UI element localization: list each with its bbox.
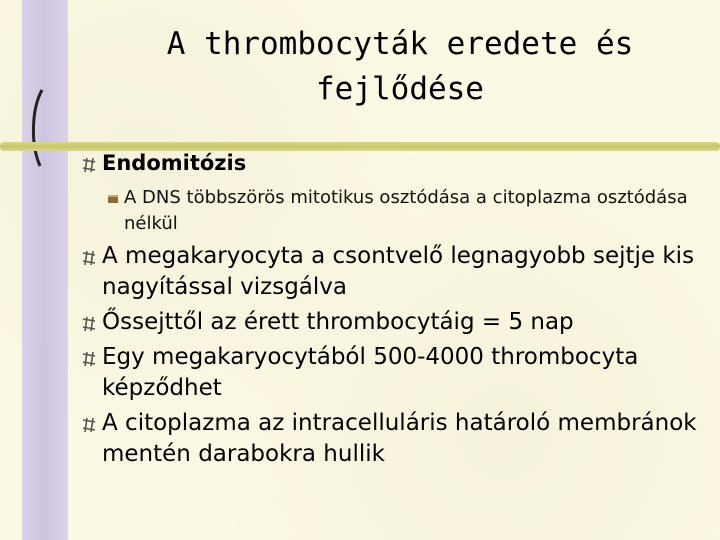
bullet-text: Őssejttől az érett thrombocytáig = 5 nap	[102, 309, 574, 335]
tack-bullet-icon	[80, 316, 98, 332]
small-tack-bullet-icon	[106, 193, 120, 205]
bullet-item	[80, 307, 710, 338]
bullet-list	[80, 144, 710, 470]
sub-bullet-text: A DNS többszörös mitotikus osztódása a citoplazma osztódása nélkül	[124, 187, 688, 234]
bullet-text: A megakaryocyta a csontvelő legnagyobb sejtje kis nagyítással vizsgálva	[102, 243, 695, 300]
tack-bullet-icon	[80, 351, 98, 367]
bullet-item	[80, 148, 710, 179]
slide-title: A thrombocyták eredete és fejlődése	[166, 26, 634, 107]
bullet-item	[80, 408, 710, 470]
bracket-decoration	[24, 88, 46, 168]
tack-bullet-icon	[80, 417, 98, 433]
left-decorative-band	[22, 0, 68, 540]
sub-bullet-item	[102, 185, 710, 237]
bullet-text: Endomitózis	[102, 151, 247, 175]
tack-bullet-icon	[80, 250, 98, 266]
bullet-text: A citoplazma az intracelluláris határoló membránok mentén darabokra hullik	[102, 410, 697, 467]
tack-bullet-icon	[80, 157, 98, 173]
bullet-item	[80, 241, 710, 303]
bullet-text: Egy megakaryocytából 500-4000 thrombocyta képződhet	[102, 344, 639, 401]
bullet-item	[80, 342, 710, 404]
